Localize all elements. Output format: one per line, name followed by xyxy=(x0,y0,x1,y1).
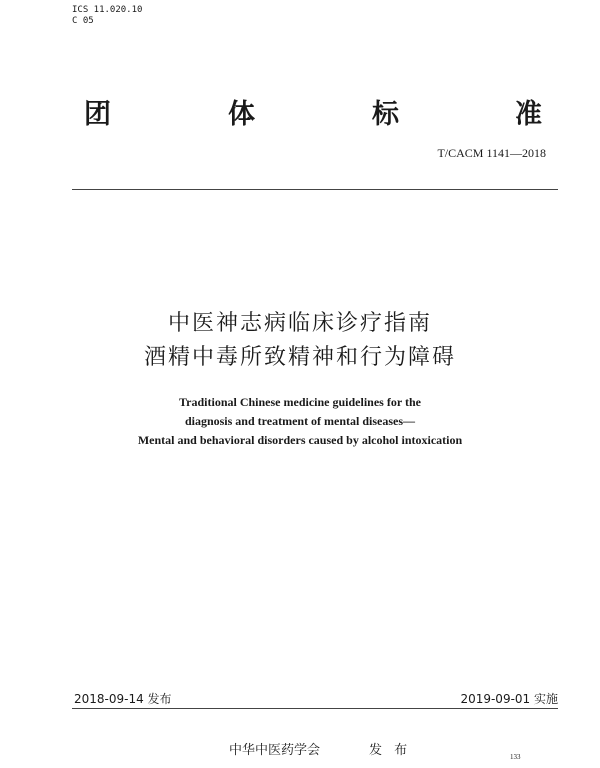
doc-type-char-4: 准 xyxy=(515,99,542,130)
english-title-line-2: diagnosis and treatment of mental diseases— xyxy=(184,414,416,428)
english-title-line-1: Traditional Chinese medicine guidelines for the xyxy=(179,395,421,409)
standard-number: T/CACM 1141—2018 xyxy=(437,146,546,160)
publish-date: 2018-09-14 发布 xyxy=(74,692,172,706)
top-divider xyxy=(72,189,558,190)
chinese-title-line-2: 酒精中毒所致精神和行为障碍 xyxy=(143,345,456,370)
doc-type-char-2: 体 xyxy=(228,99,255,130)
ics-code: ICS 11.020.10 xyxy=(72,5,143,15)
doc-type-char-1: 团 xyxy=(84,99,111,130)
doc-type-char-3: 标 xyxy=(372,99,399,130)
page-number: 133 xyxy=(510,753,521,761)
english-title-line-3: Mental and behavioral disorders caused by alcohol intoxication xyxy=(137,433,463,447)
publish-label: 发 布 xyxy=(369,743,412,758)
bottom-divider xyxy=(72,708,558,709)
ccs-code: C 05 xyxy=(72,16,94,26)
publisher-name: 中华中医药学会 xyxy=(229,743,321,758)
implementation-date: 2019-09-01 实施 xyxy=(460,692,558,706)
chinese-title-line-1: 中医神志病临床诊疗指南 xyxy=(167,311,432,336)
